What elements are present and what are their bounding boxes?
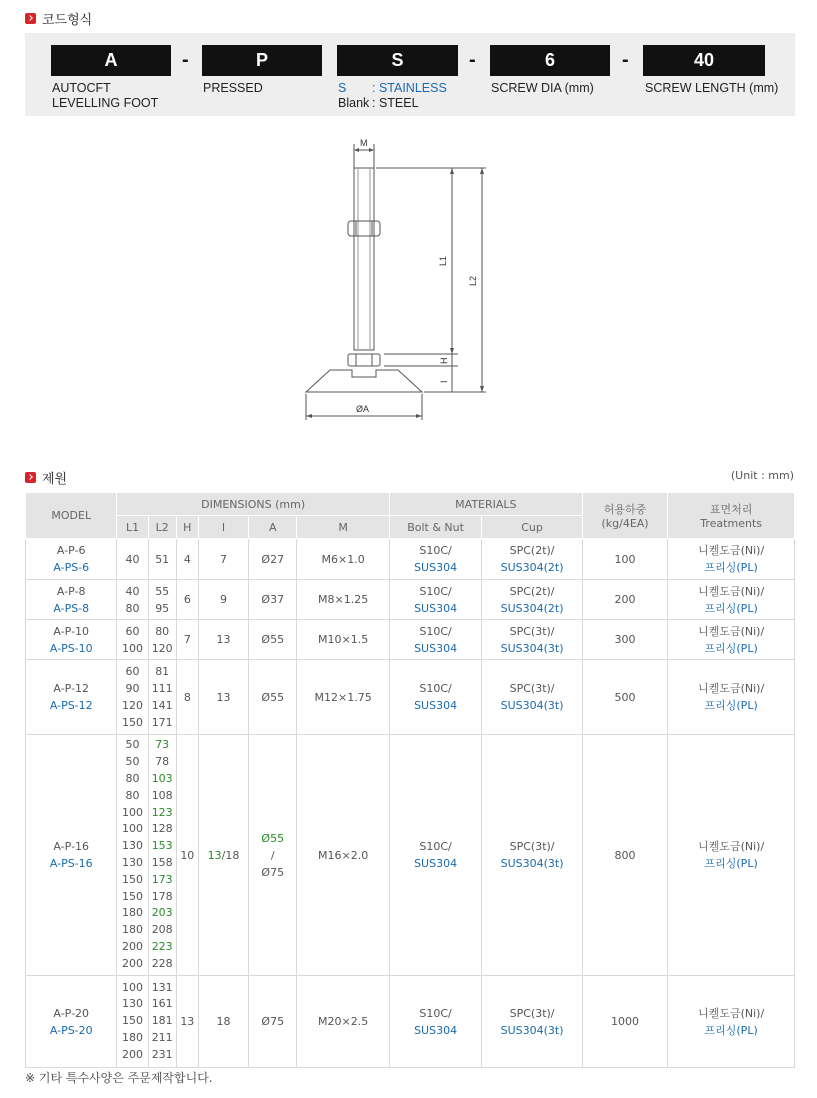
cell-h: 10 bbox=[176, 735, 198, 976]
diagram-label-i: I bbox=[439, 380, 449, 383]
code-segment-p: P bbox=[202, 45, 322, 76]
cell-bolt: S10C/ SUS304 bbox=[389, 735, 481, 976]
cell-m: M16×2.0 bbox=[297, 735, 389, 976]
col-a: A bbox=[249, 516, 297, 539]
cell-m: M12×1.75 bbox=[297, 660, 389, 735]
cell-m: M20×2.5 bbox=[297, 976, 389, 1068]
red-arrow-icon bbox=[25, 472, 36, 483]
table-row bbox=[26, 539, 795, 580]
col-l2: L2 bbox=[148, 516, 176, 539]
cell-a: Ø55 / Ø75 bbox=[249, 735, 297, 976]
cell-i: 13/18 bbox=[198, 735, 248, 976]
cell-load: 800 bbox=[582, 735, 667, 976]
cell-l1: 40 80 bbox=[117, 580, 148, 620]
cell-l2: 51 bbox=[148, 539, 176, 580]
cell-treatment: 니켈도금(Ni)/ 프리싱(PL) bbox=[668, 620, 795, 660]
code-dash: - bbox=[622, 49, 629, 71]
cell-l2: 55 95 bbox=[148, 580, 176, 620]
diagram-label-h: H bbox=[439, 357, 449, 364]
cell-treatment: 니켈도금(Ni)/ 프리싱(PL) bbox=[668, 660, 795, 735]
table-row bbox=[26, 735, 795, 976]
cell-a: Ø55 bbox=[249, 660, 297, 735]
code-desc-a: AUTOCFT LEVELLING FOOT bbox=[52, 81, 159, 110]
cell-cup: SPC(3t)/ SUS304(3t) bbox=[482, 620, 583, 660]
cell-cup: SPC(3t)/ SUS304(3t) bbox=[482, 976, 583, 1068]
col-materials: MATERIALS bbox=[389, 493, 582, 516]
code-format-box bbox=[25, 33, 795, 116]
cell-model: A-P-10 A-PS-10 bbox=[26, 620, 117, 660]
code-segment-a: A bbox=[51, 45, 171, 76]
cell-l1: 60 100 bbox=[117, 620, 148, 660]
col-bolt-nut: Bolt & Nut bbox=[389, 516, 481, 539]
col-load: 허용하중 (kg/4EA) bbox=[582, 493, 667, 539]
code-desc-length: SCREW LENGTH (mm) bbox=[645, 81, 779, 95]
col-cup: Cup bbox=[482, 516, 583, 539]
cell-l1: 100 130 150 180 200 bbox=[117, 976, 148, 1068]
cell-h: 8 bbox=[176, 660, 198, 735]
cell-cup: SPC(2t)/ SUS304(2t) bbox=[482, 580, 583, 620]
col-model: MODEL bbox=[26, 493, 117, 539]
col-h: H bbox=[176, 516, 198, 539]
col-treatments: 표면처리 Treatments bbox=[668, 493, 795, 539]
diagram-label-l1: L1 bbox=[438, 255, 448, 266]
cell-h: 13 bbox=[176, 976, 198, 1068]
code-segment-dia: 6 bbox=[490, 45, 610, 76]
cell-model: A-P-8 A-PS-8 bbox=[26, 580, 117, 620]
red-arrow-icon bbox=[25, 13, 36, 24]
cell-model: A-P-16 A-PS-16 bbox=[26, 735, 117, 976]
code-dash: - bbox=[182, 49, 189, 71]
col-m: M bbox=[297, 516, 389, 539]
cell-treatment: 니켈도금(Ni)/ 프리싱(PL) bbox=[668, 580, 795, 620]
cell-h: 7 bbox=[176, 620, 198, 660]
cell-a: Ø37 bbox=[249, 580, 297, 620]
cell-treatment: 니켈도금(Ni)/ 프리싱(PL) bbox=[668, 976, 795, 1068]
col-l1: L1 bbox=[117, 516, 148, 539]
cell-bolt: S10C/ SUS304 bbox=[389, 539, 481, 580]
code-segment-length: 40 bbox=[643, 45, 765, 76]
cell-treatment: 니켈도금(Ni)/ 프리싱(PL) bbox=[668, 735, 795, 976]
cell-l2: 131 161 181 211 231 bbox=[148, 976, 176, 1068]
cell-load: 1000 bbox=[582, 976, 667, 1068]
cell-bolt: S10C/ SUS304 bbox=[389, 580, 481, 620]
section-title: 코드형식 bbox=[42, 13, 93, 28]
cell-m: M8×1.25 bbox=[297, 580, 389, 620]
cell-a: Ø75 bbox=[249, 976, 297, 1068]
cell-h: 4 bbox=[176, 539, 198, 580]
cell-bolt: S10C/ SUS304 bbox=[389, 620, 481, 660]
cell-a: Ø55 bbox=[249, 620, 297, 660]
table-header-row bbox=[26, 493, 795, 516]
cell-i: 7 bbox=[198, 539, 248, 580]
cell-i: 13 bbox=[198, 660, 248, 735]
cell-h: 6 bbox=[176, 580, 198, 620]
table-row bbox=[26, 620, 795, 660]
diagram-label-l2: L2 bbox=[468, 275, 478, 286]
cell-bolt: S10C/ SUS304 bbox=[389, 976, 481, 1068]
code-desc-s: S : STAINLESS Blank : STEEL bbox=[338, 81, 447, 110]
cell-load: 200 bbox=[582, 580, 667, 620]
cell-treatment: 니켈도금(Ni)/ 프리싱(PL) bbox=[668, 539, 795, 580]
code-desc-dia: SCREW DIA (mm) bbox=[491, 81, 594, 95]
table-row bbox=[26, 976, 795, 1068]
section-heading-specs bbox=[25, 468, 67, 487]
table-row bbox=[26, 580, 795, 620]
code-dash: - bbox=[469, 49, 476, 71]
table-row bbox=[26, 660, 795, 735]
col-i: I bbox=[198, 516, 248, 539]
cell-l1: 50 50 80 80 100 100 130 130 150 150 180 180 200 200 bbox=[117, 735, 148, 976]
cell-load: 300 bbox=[582, 620, 667, 660]
cell-a: Ø27 bbox=[249, 539, 297, 580]
section-heading-code-format bbox=[25, 9, 92, 28]
cell-i: 18 bbox=[198, 976, 248, 1068]
cell-model: A-P-6 A-PS-6 bbox=[26, 539, 117, 580]
footnote: ※ 기타 특수사양은 주문제작합니다. bbox=[25, 1071, 213, 1085]
cell-m: M10×1.5 bbox=[297, 620, 389, 660]
cell-i: 13 bbox=[198, 620, 248, 660]
cell-l2: 80 120 bbox=[148, 620, 176, 660]
cell-l1: 40 bbox=[117, 539, 148, 580]
cell-bolt: S10C/ SUS304 bbox=[389, 660, 481, 735]
cell-model: A-P-20 A-PS-20 bbox=[26, 976, 117, 1068]
cell-load: 500 bbox=[582, 660, 667, 735]
cell-cup: SPC(3t)/ SUS304(3t) bbox=[482, 660, 583, 735]
diagram-label-m: M bbox=[360, 138, 368, 148]
cell-cup: SPC(3t)/ SUS304(3t) bbox=[482, 735, 583, 976]
spec-table bbox=[25, 492, 795, 1068]
cell-m: M6×1.0 bbox=[297, 539, 389, 580]
cell-l2: 81 111 141 171 bbox=[148, 660, 176, 735]
cell-load: 100 bbox=[582, 539, 667, 580]
code-desc-p: PRESSED bbox=[203, 81, 263, 95]
cell-i: 9 bbox=[198, 580, 248, 620]
cell-cup: SPC(2t)/ SUS304(2t) bbox=[482, 539, 583, 580]
cell-l1: 60 90 120 150 bbox=[117, 660, 148, 735]
cell-model: A-P-12 A-PS-12 bbox=[26, 660, 117, 735]
unit-note: (Unit : mm) bbox=[730, 469, 794, 482]
levelling-foot-drawing bbox=[296, 138, 496, 428]
section-title: 제원 bbox=[42, 472, 68, 487]
diagram-label-a: ØA bbox=[356, 404, 370, 414]
col-dimensions: DIMENSIONS (mm) bbox=[117, 493, 389, 516]
cell-l2: 73 78 103 108 123 128 153 158 173 178 203 208 223 228 bbox=[148, 735, 176, 976]
code-segment-s: S bbox=[337, 45, 458, 76]
